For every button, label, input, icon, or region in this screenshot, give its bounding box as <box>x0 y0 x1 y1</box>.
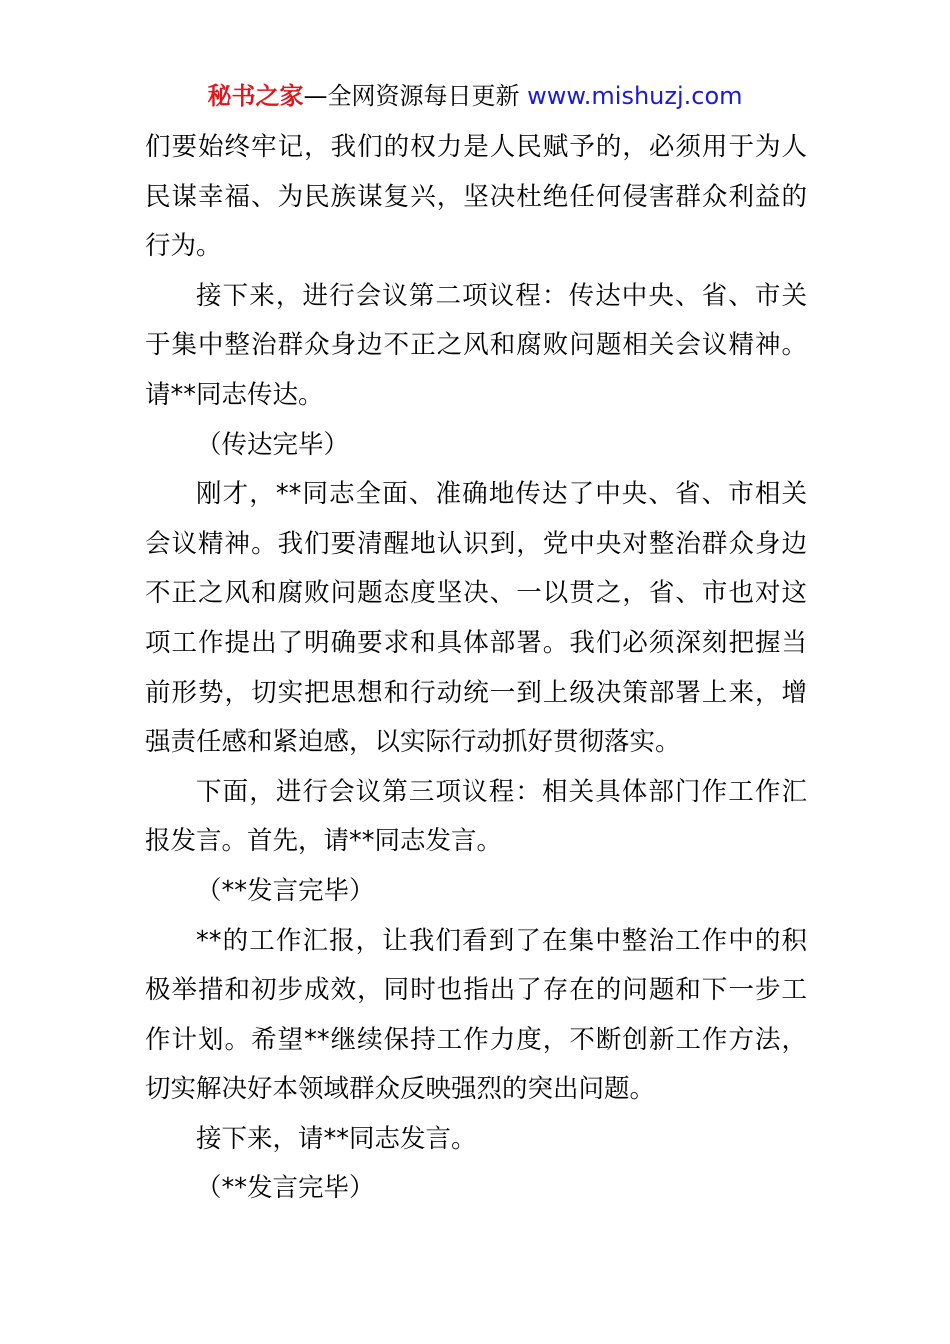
paragraph: 下面，进行会议第三项议程：相关具体部门作工作汇报发言。首先，请**同志发言。 <box>145 776 807 857</box>
site-link[interactable]: www.mishuzj.com <box>527 82 743 110</box>
paragraph: （传达完毕） <box>196 429 350 460</box>
paragraph: 刚才，**同志全面、准确地传达了中央、省、市相关会议精神。我们要清醒地认识到，党中央对整治群众身边不正之风和腐败问题态度坚决、一以贯之，省、市也对这项工作提出了明确要求和具体部署。我们必须深刻把握当前形势，切实把思想和行动统一到上级决策部署上来，增强责任感和紧迫感，以实际行动抓好贯彻落实。 <box>145 479 807 758</box>
paragraph: 们要始终牢记，我们的权力是人民赋予的，必须用于为人民谋幸福、为民族谋复兴，坚决杜绝任何侵害群众利益的行为。 <box>145 132 807 262</box>
header-tagline: —全网资源每日更新 <box>303 82 528 110</box>
paragraph: （**发言完毕） <box>196 875 375 906</box>
page-header <box>0 80 950 112</box>
paragraph: 接下来，请**同志发言。 <box>196 1123 477 1154</box>
brand-name: 秘书之家 <box>207 82 304 110</box>
paragraph: 接下来，进行会议第二项议程：传达中央、省、市关于集中整治群众身边不正之风和腐败问题相关会议精神。请**同志传达。 <box>145 280 807 410</box>
paragraph: **的工作汇报，让我们看到了在集中整治工作中的积极举措和初步成效，同时也指出了存在的问题和下一步工作计划。希望**继续保持工作力度，不断创新工作方法，切实解决好本领域群众反映强烈的突出问题。 <box>145 925 807 1105</box>
document-body <box>145 123 807 1214</box>
paragraph: （**发言完毕） <box>196 1173 375 1204</box>
